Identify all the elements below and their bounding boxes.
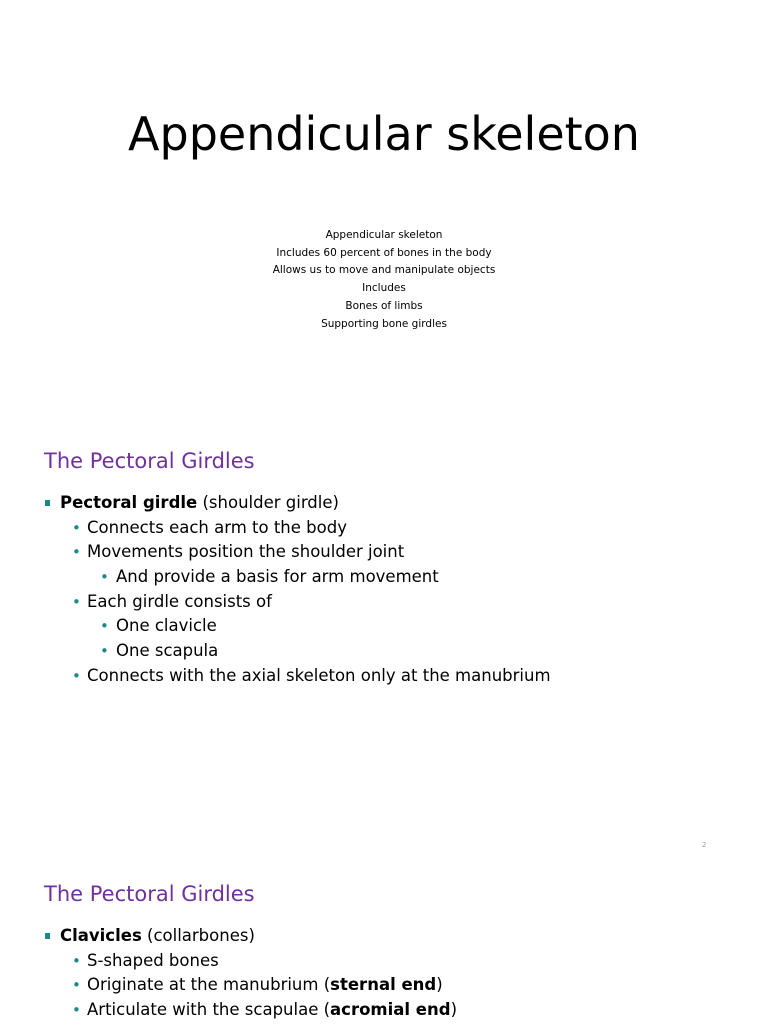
dot-bullet-icon: • bbox=[72, 976, 81, 995]
bullet-bold-text: Clavicles bbox=[60, 926, 142, 945]
bullet-item bbox=[0, 491, 768, 516]
dot-bullet-icon: • bbox=[72, 951, 81, 970]
bullet-text: Articulate with the scapulae ( bbox=[87, 1000, 331, 1020]
bullet-text: One scapula bbox=[116, 641, 219, 661]
page-number: 2 bbox=[702, 841, 707, 849]
notes-line: Includes 60 percent of bones in the body bbox=[276, 246, 492, 259]
bullet-item bbox=[0, 565, 768, 590]
bullet-item bbox=[0, 664, 768, 689]
bullet-text: ) bbox=[436, 975, 443, 995]
bullet-text: And provide a basis for arm movement bbox=[116, 567, 439, 587]
bullet-item bbox=[0, 973, 768, 998]
slide-title: Appendicular skeleton bbox=[128, 107, 640, 161]
bullet-item bbox=[0, 540, 768, 565]
bullet-bold-text: acromial end bbox=[330, 1000, 451, 1020]
notes-line: Supporting bone girdles bbox=[321, 317, 447, 330]
bullet-item bbox=[0, 516, 768, 541]
square-bullet-icon bbox=[45, 500, 50, 506]
bullet-bold-text: Pectoral girdle bbox=[60, 493, 198, 512]
notes-line: Allows us to move and manipulate objects bbox=[272, 264, 496, 277]
bullet-text: ) bbox=[450, 1000, 457, 1020]
dot-bullet-icon: • bbox=[72, 666, 81, 685]
bullet-text: Connects with the axial skeleton only at the manubrium bbox=[87, 665, 551, 685]
dot-bullet-icon: • bbox=[100, 642, 109, 661]
dot-bullet-icon: • bbox=[72, 1001, 81, 1020]
bullet-text: S-shaped bones bbox=[87, 950, 219, 970]
section-heading: The Pectoral Girdles bbox=[44, 449, 255, 473]
speaker-notes bbox=[0, 227, 768, 333]
dot-bullet-icon: • bbox=[100, 617, 109, 636]
bullet-text: (collarbones) bbox=[141, 926, 255, 945]
bullet-item bbox=[0, 949, 768, 974]
notes-line: Appendicular skeleton bbox=[325, 229, 443, 241]
bullet-bold-text: sternal end bbox=[330, 975, 437, 995]
bullet-item bbox=[0, 614, 768, 639]
dot-bullet-icon: • bbox=[72, 543, 81, 562]
bullet-list bbox=[0, 924, 768, 1023]
notes-line: Bones of limbs bbox=[345, 299, 423, 312]
dot-bullet-icon: • bbox=[72, 518, 81, 537]
bullet-text: Originate at the manubrium ( bbox=[87, 975, 331, 995]
dot-bullet-icon: • bbox=[72, 592, 81, 611]
bullet-item bbox=[0, 590, 768, 615]
bullet-text: One clavicle bbox=[116, 616, 217, 636]
bullet-text: Each girdle consists of bbox=[87, 591, 272, 611]
bullet-item bbox=[0, 924, 768, 949]
bullet-list bbox=[0, 491, 768, 689]
bullet-text: (shoulder girdle) bbox=[197, 493, 339, 512]
bullet-item bbox=[0, 998, 768, 1023]
bullet-text: Connects each arm to the body bbox=[87, 517, 347, 537]
dot-bullet-icon: • bbox=[100, 568, 109, 587]
square-bullet-icon bbox=[45, 933, 50, 939]
section-heading: The Pectoral Girdles bbox=[44, 882, 255, 906]
bullet-item bbox=[0, 639, 768, 664]
notes-line: Includes bbox=[362, 282, 406, 295]
bullet-text: Movements position the shoulder joint bbox=[87, 542, 405, 562]
